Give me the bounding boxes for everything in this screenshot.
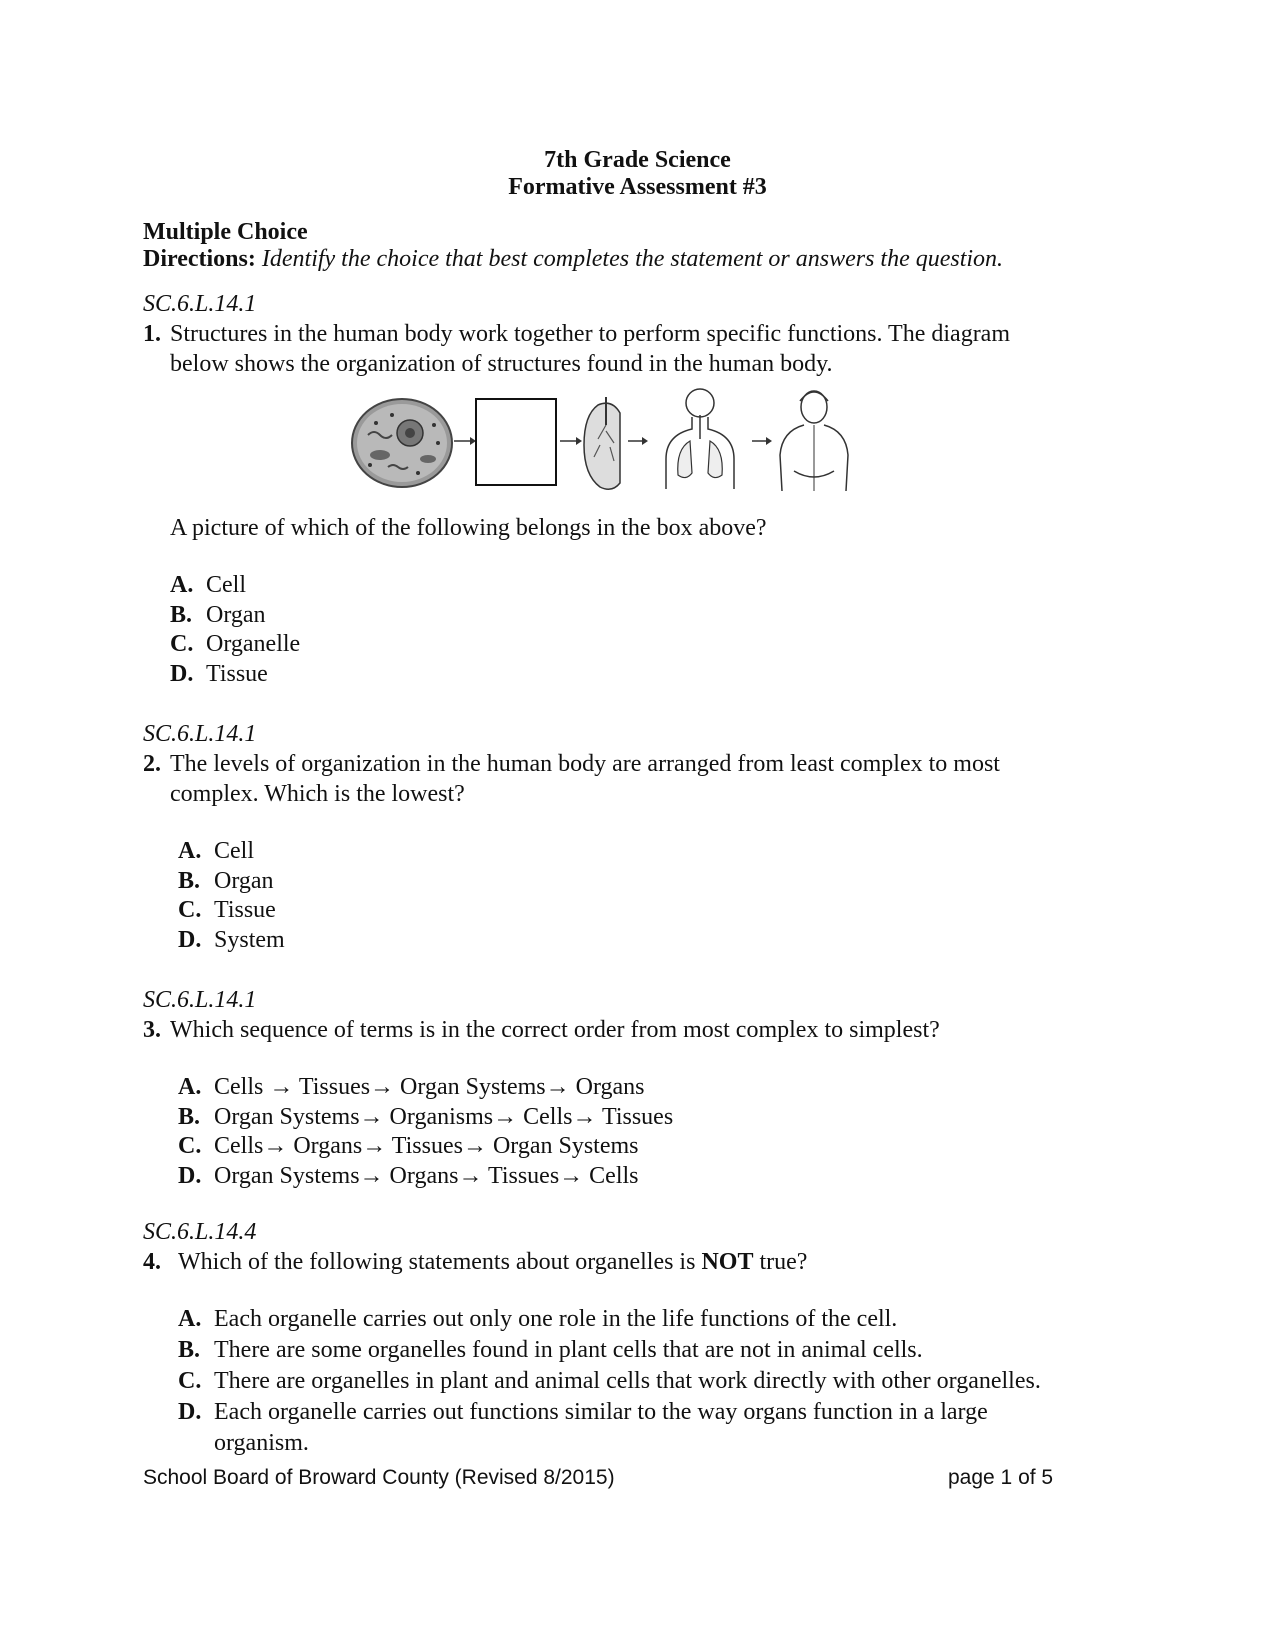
question-number: 4. [143,1249,161,1275]
answer-option[interactable]: A. Each organelle carries out only one role in the life functions of the cell. [178,1306,898,1332]
question-prompt: A picture of which of the following belongs in the box above? [170,515,767,541]
answer-option[interactable]: C. There are organelles in plant and animal cells that work directly with other organelles. [178,1368,1041,1394]
document-subtitle: Formative Assessment #3 [508,174,767,200]
question-number: 3. [143,1017,161,1043]
question-standard: SC.6.L.14.4 [143,1219,257,1245]
answer-option[interactable]: C. Organelle [170,631,301,657]
answer-option[interactable]: B. Organ [178,868,274,894]
footer-source: School Board of Broward County (Revised 8/2015) [143,1466,615,1489]
document-title: 7th Grade Science [544,147,731,173]
directions-text: Identify the choice that best completes the statement or answers the question. [261,246,1004,272]
directions-label: Directions: [143,246,256,272]
answer-option[interactable]: A. Cells → Tissues→ Organ Systems→ Organs [178,1074,645,1100]
answer-option[interactable]: B. Organ Systems→ Organisms→ Cells→ Tissues [178,1104,674,1130]
question-standard: SC.6.L.14.1 [143,987,257,1013]
answer-option[interactable]: D. Tissue [170,661,268,687]
organization-diagram [348,385,858,500]
question-text: Which of the following statements about organelles is NOT true? [178,1249,808,1275]
lung-illustration [584,397,620,489]
question-standard: SC.6.L.14.1 [143,291,257,317]
answer-option[interactable]: B. There are some organelles found in plant cells that are not in animal cells. [178,1337,923,1363]
question-text: below shows the organization of structures found in the human body. [170,351,833,377]
directions [143,245,1003,273]
page-number: page 1 of 5 [948,1466,1054,1489]
blank-box [476,399,556,485]
section-heading: Multiple Choice [143,219,308,245]
answer-option[interactable]: C. Cells→ Organs→ Tissues→ Organ Systems [178,1133,639,1159]
question-number: 2. [143,751,161,777]
question-standard: SC.6.L.14.1 [143,721,257,747]
answer-option-continuation: organism. [214,1430,309,1456]
answer-option[interactable]: D. Organ Systems→ Organs→ Tissues→ Cells [178,1163,639,1189]
question-text: The levels of organization in the human body are arranged from least complex to most [170,751,1000,777]
answer-option[interactable]: A. Cell [178,838,254,864]
question-text: Which sequence of terms is in the correct order from most complex to simplest? [170,1017,940,1043]
person-illustration [780,391,848,491]
question-text: complex. Which is the lowest? [170,781,465,807]
respiratory-system-illustration [666,389,734,489]
cell-illustration [352,399,452,487]
question-number: 1. [143,321,161,347]
answer-option[interactable]: B. Organ [170,602,266,628]
answer-option[interactable]: A. Cell [170,572,246,598]
answer-option[interactable]: D. System [178,927,285,953]
answer-option[interactable]: C. Tissue [178,897,276,923]
question-text: Structures in the human body work together to perform specific functions. The diagram [170,321,1010,347]
answer-option[interactable]: D. Each organelle carries out functions similar to the way organs function in a large [178,1399,988,1425]
